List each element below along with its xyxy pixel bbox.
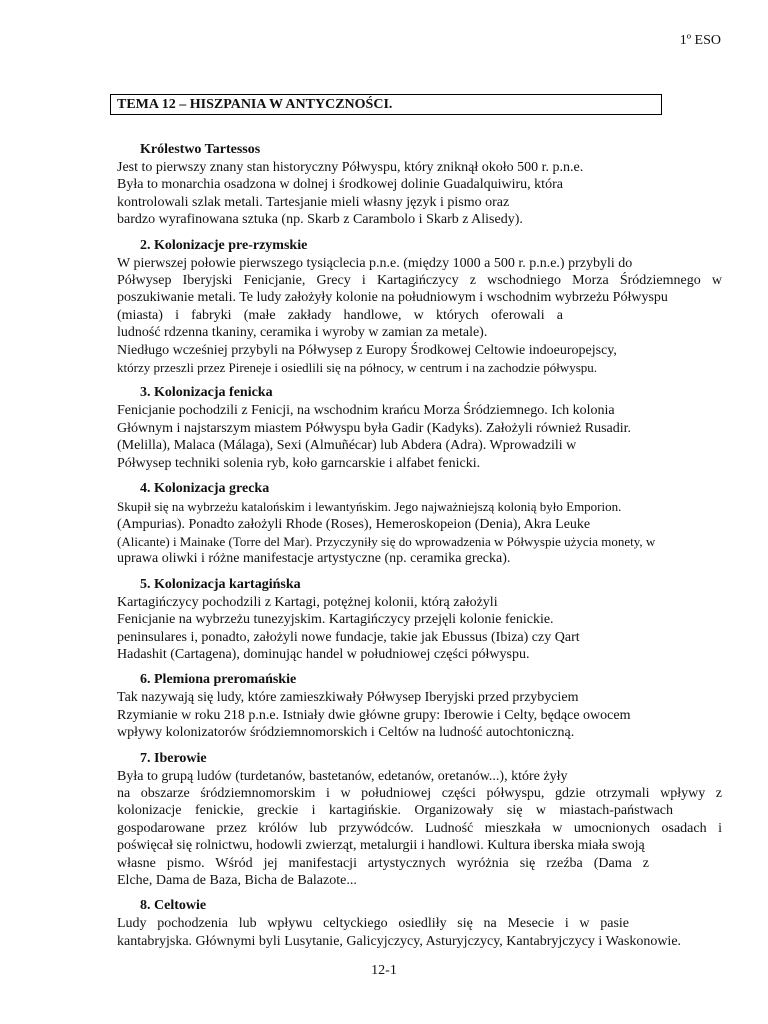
paragraph-line: W pierwszej połowie pierwszego tysiąclecia p.n.e. (między 1000 a 500 r. p.n.e.) przybyli do <box>117 255 633 271</box>
paragraph-line: kontrolowali szlak metali. Tartesjanie mieli własny język i pismo oraz <box>117 194 510 210</box>
course-level: 1º ESO <box>679 33 721 48</box>
paragraph-line: poszukiwanie metali. Te ludy założyły kolonie na południowym i wschodnim wybrzeżu Półwyspu <box>117 290 668 306</box>
paragraph-line: Elche, Dama de Baza, Bicha de Balazote... <box>117 873 357 888</box>
paragraph-line: Rzymianie w roku 218 p.n.e. Istniały dwie główne grupy: Iberowie i Celty, będące owocem <box>117 707 631 723</box>
paragraph-line: kantabryjska. Głównymi byli Lusytanie, Galicyjczycy, Asturyjczycy, Kantabryjczycy i Waskonowie. <box>117 933 682 949</box>
section-pre-roman-colonizations <box>117 237 722 377</box>
paragraph-line: Jest to pierwszy znany stan historyczny Półwyspu, który zniknął około 500 r. p.n.e. <box>117 160 584 175</box>
paragraph-line: (Alicante) i Mainake (Torre del Mar). Przyczyniły się do wprowadzenia w Półwyspie użycia monety, w <box>117 533 656 549</box>
paragraph-line: (Ampurias). Ponadto założyli Rhode (Roses), Hemeroskopeion (Denia), Akra Leuke <box>117 516 591 532</box>
paragraph-line: Głównym i najstarszym miastem Półwyspu była Gadir (Kadyks). Założyli również Rusadir. <box>117 420 632 436</box>
section-carthaginian-colonization <box>117 576 722 664</box>
paragraph-line: (miasta) i fabryki (małe zakłady handlowe, w których oferowali a <box>117 307 563 323</box>
section-heading: 7. Iberowie <box>140 750 207 766</box>
paragraph-line: Hadashit (Cartagena), dominując handel w południowej części półwyspu. <box>117 646 530 662</box>
paragraph-line: gospodarowane przez królów lub przywódców. Ludność mieszkała w umocnionych osadach i <box>117 820 722 836</box>
paragraph-line: własne pismo. Wśród jej manifestacji artystycznych wyróżnia się rzeźba (Dama z <box>117 855 649 871</box>
paragraph-line: Fenicjanie na wybrzeżu tunezyjskim. Kartagińczycy przejęli kolonie fenickie. <box>117 612 554 628</box>
section-preroman-peoples <box>117 671 722 741</box>
paragraph-line: poświęcał się rolnictwu, hodowli zwierząt, metalurgii i handlowi. Kultura iberska miała swoją <box>117 838 645 854</box>
paragraph-line: Była to grupą ludów (turdetanów, bastetanów, edetanów, oretanów...), które żyły <box>117 768 568 784</box>
section-iberians <box>117 750 722 890</box>
paragraph-line: Była to monarchia osadzona w dolnej i środkowej dolinie Guadalquiwiru, która <box>117 177 563 193</box>
section-heading: 6. Plemiona preromańskie <box>140 672 297 688</box>
paragraph-line: uprawa oliwki i różne manifestacje artystyczne (np. ceramika grecka). <box>117 551 511 567</box>
paragraph-line: którzy przeszli przez Pireneje i osiedlili się na północy, w centrum i na zachodzie półwyspu. <box>117 360 597 376</box>
paragraph-line: Półwysep Iberyjski Fenicjanie, Grecy i Kartagińczycy z wschodniego Morza Śródziemnego w <box>117 273 722 289</box>
section-celts <box>117 897 722 950</box>
paragraph-line: na obszarze śródziemnomorskim i w południowej części półwyspu, gdzie otrzymali wpływy z <box>117 785 722 801</box>
paragraph-line: Skupił się na wybrzeżu katalońskim i lewantyńskim. Jego najważniejszą kolonią było Emporion. <box>117 499 622 515</box>
section-tartessos <box>117 141 722 229</box>
document-body <box>117 141 722 950</box>
page-number: 12-1 <box>371 963 397 978</box>
section-phoenician-colonization <box>117 384 722 472</box>
section-heading: 5. Kolonizacja kartagińska <box>140 576 301 592</box>
paragraph-line: (Melilla), Malaca (Málaga), Sexi (Almuñécar) lub Abdera (Adra). Wprowadzili w <box>117 438 577 454</box>
document-title: TEMA 12 – HISZPANIA W ANTYCZNOŚCI. <box>110 94 662 115</box>
paragraph-line: Kartagińczycy pochodzili z Kartagi, potężnej kolonii, którą założyli <box>117 594 498 610</box>
section-heading: 8. Celtowie <box>140 898 207 914</box>
section-greek-colonization <box>117 480 722 568</box>
paragraph-line: Półwysep techniki solenia ryb, koło garncarskie i alfabet fenicki. <box>117 455 481 471</box>
paragraph-line: kolonizacje fenickie, greckie i kartagińskie. Organizowały się w miastach-państwach <box>117 803 673 819</box>
paragraph-line: Niedługo wcześniej przybyli na Półwysep z Europy Środkowej Celtowie indoeuropejscy, <box>117 342 617 358</box>
paragraph-line: Ludy pochodzenia lub wpływu celtyckiego osiedliły się na Mesecie i w pasie <box>117 916 629 932</box>
section-heading: 3. Kolonizacja fenicka <box>140 385 273 401</box>
paragraph-line: Tak nazywają się ludy, które zamieszkiwały Półwysep Iberyjski przed przybyciem <box>117 690 579 706</box>
paragraph-line: peninsulares i, ponadto, założyli nowe fundacje, takie jak Ebussus (Ibiza) czy Qart <box>117 629 580 645</box>
section-heading: Królestwo Tartessos <box>140 142 261 157</box>
paragraph-line: bardzo wyrafinowana sztuka (np. Skarb z Carambolo i Skarb z Alisedy). <box>117 212 523 228</box>
paragraph-line: ludność rdzenna tkaniny, ceramika i wyroby w zamian za metale). <box>117 325 488 341</box>
paragraph-line: wpływy kolonizatorów śródziemnomorskich i Celtów na ludność autochtoniczną. <box>117 725 575 741</box>
section-heading: 4. Kolonizacja grecka <box>140 481 270 497</box>
paragraph-line: Fenicjanie pochodzili z Fenicji, na wschodnim krańcu Morza Śródziemnego. Ich kolonia <box>117 403 615 419</box>
section-heading: 2. Kolonizacje pre-rzymskie <box>140 237 308 253</box>
